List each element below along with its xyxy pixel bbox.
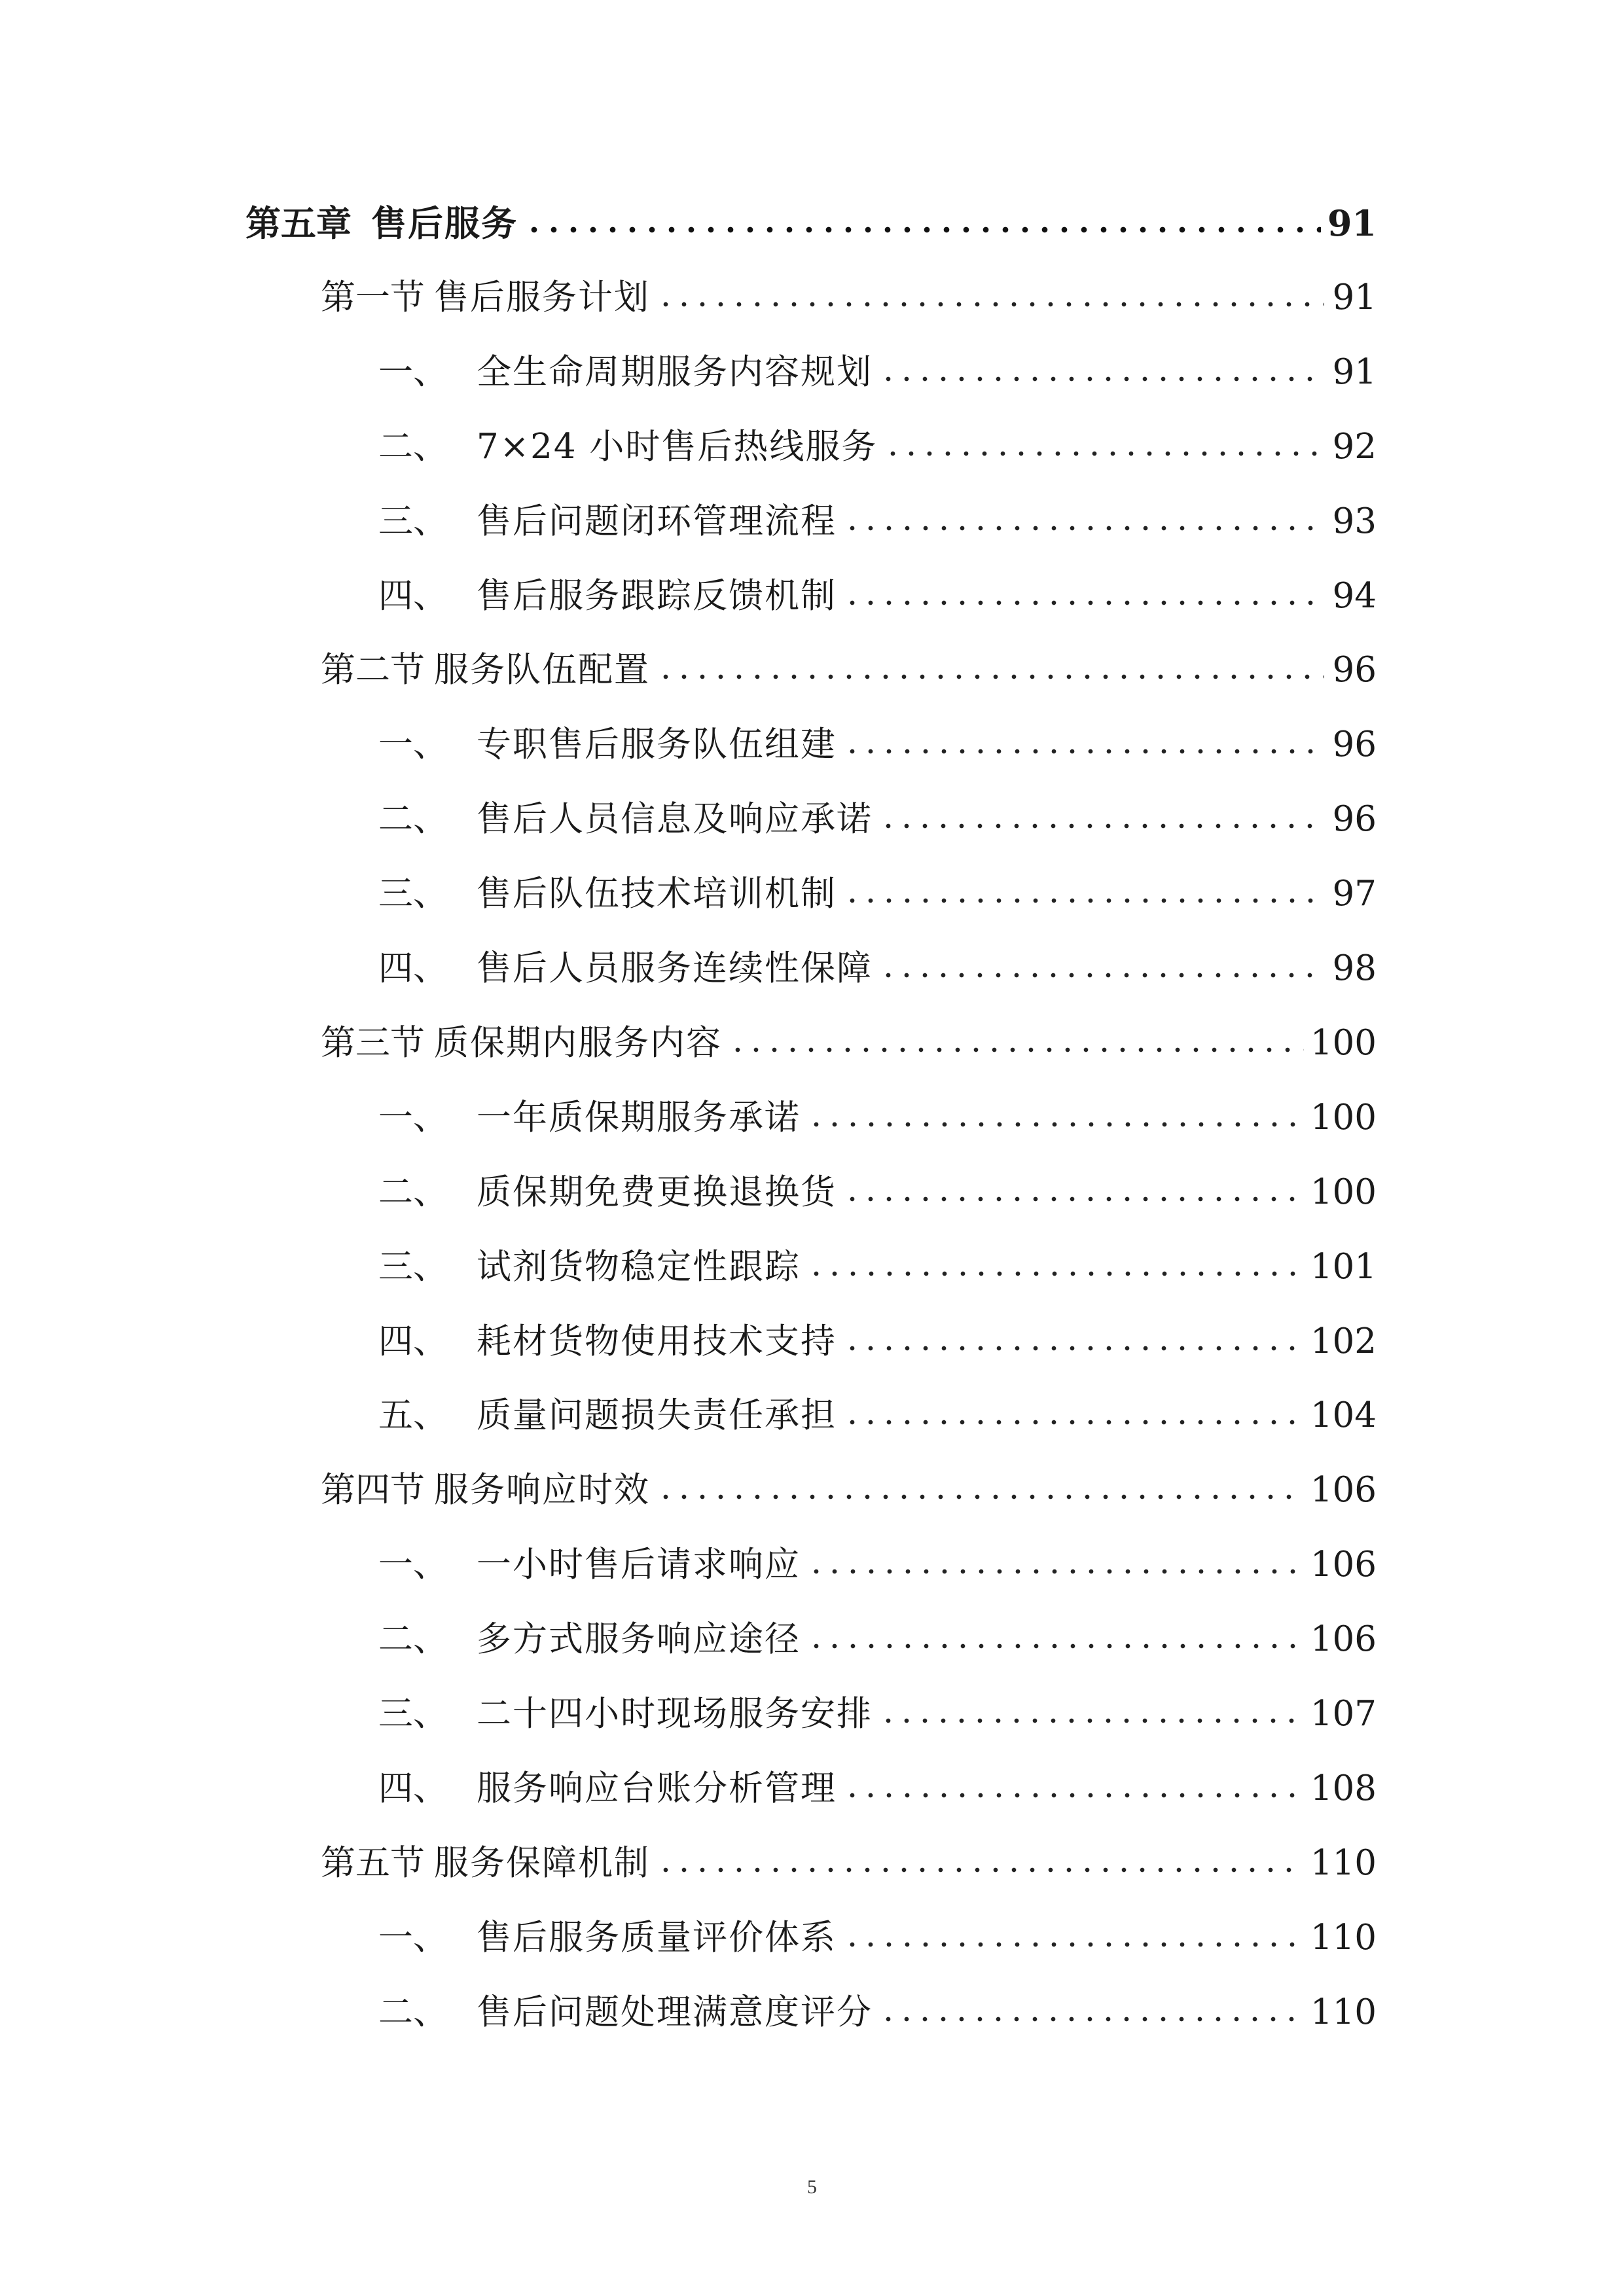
toc-entry-section[interactable]	[321, 266, 1377, 319]
dot-leader	[879, 1714, 1304, 1727]
toc-entry-title: 质保期免费更换退换货	[477, 1172, 837, 1212]
toc-entry-number: 二、	[378, 1992, 448, 2032]
dot-leader	[524, 223, 1321, 236]
toc-entry-item[interactable]	[378, 565, 1377, 617]
toc-entry-page: 100	[1310, 1022, 1377, 1063]
toc-entry-item[interactable]	[378, 416, 1377, 468]
toc-entry-section[interactable]	[321, 1459, 1377, 1511]
toc-entry-number: 三、	[378, 874, 448, 914]
toc-entry-item[interactable]	[378, 490, 1377, 543]
dot-leader	[843, 1416, 1304, 1429]
toc-entry-title: 售后服务	[371, 202, 518, 244]
toc-entry-title: 7×24 小时售后热线服务	[477, 426, 878, 467]
toc-entry-page: 101	[1310, 1246, 1377, 1287]
toc-entry-item[interactable]	[378, 341, 1377, 393]
dot-leader	[657, 1863, 1304, 1876]
toc-entry-item[interactable]	[378, 1981, 1377, 2034]
toc-entry-title: 售后人员信息及响应承诺	[477, 799, 873, 840]
toc-entry-page: 110	[1310, 1917, 1377, 1958]
dot-leader	[843, 1342, 1304, 1355]
toc-entry-section[interactable]	[321, 1832, 1377, 1884]
toc-entry-title: 质量问题损失责任承担	[477, 1395, 837, 1436]
toc-entry-number: 四、	[378, 1321, 448, 1361]
toc-entry-title: 售后队伍技术培训机制	[477, 874, 837, 914]
toc-entry-section[interactable]	[321, 639, 1377, 691]
dot-leader	[843, 596, 1324, 609]
toc-entry-title: 售后服务质量评价体系	[477, 1917, 837, 1958]
toc-entry-page: 91	[1327, 202, 1377, 244]
toc-entry-number: 三、	[378, 501, 448, 541]
toc-entry-number: 四、	[378, 575, 448, 616]
toc-entry-page: 91	[1332, 277, 1377, 317]
toc-entry-number: 一、	[378, 351, 448, 392]
toc-entry-number: 一、	[378, 1097, 448, 1138]
toc-entry-item[interactable]	[378, 937, 1377, 990]
dot-leader	[807, 1267, 1304, 1280]
toc-entry-page: 106	[1310, 1470, 1377, 1511]
toc-entry-number: 四、	[378, 948, 448, 988]
toc-entry-page: 108	[1310, 1768, 1377, 1808]
toc-entry-page: 102	[1310, 1321, 1377, 1361]
toc-entry-item[interactable]	[378, 1310, 1377, 1363]
toc-entry-number: 一、	[378, 725, 448, 765]
toc-entry-title: 多方式服务响应途径	[477, 1619, 801, 1660]
toc-entry-page: 110	[1310, 1842, 1377, 1883]
toc-entry-number: 第五章	[245, 202, 352, 244]
toc-entry-page: 93	[1332, 501, 1377, 541]
toc-entry-page: 92	[1332, 426, 1377, 467]
dot-leader	[884, 447, 1324, 460]
page-number: 5	[807, 2176, 817, 2198]
toc-entry-number: 二、	[378, 426, 448, 467]
toc-entry-number: 第三节	[321, 1022, 425, 1063]
toc-entry-page: 96	[1332, 725, 1377, 765]
toc-entry-number: 二、	[378, 1619, 448, 1660]
toc-entry-item[interactable]	[378, 788, 1377, 840]
toc-entry-item[interactable]	[378, 1757, 1377, 1810]
toc-entry-number: 三、	[378, 1694, 448, 1734]
dot-leader	[843, 1789, 1304, 1802]
toc-entry-number: 三、	[378, 1246, 448, 1287]
toc-entry-page: 98	[1332, 948, 1377, 988]
toc-entry-number: 四、	[378, 1768, 448, 1808]
toc-entry-number: 一、	[378, 1917, 448, 1958]
toc-entry-title: 服务响应台账分析管理	[477, 1768, 837, 1808]
toc-entry-title: 一年质保期服务承诺	[477, 1097, 801, 1138]
toc-entry-title: 服务队伍配置	[434, 650, 650, 691]
toc-entry-number: 第五节	[321, 1842, 425, 1883]
toc-entry-item[interactable]	[378, 863, 1377, 915]
toc-entry-number: 第一节	[321, 277, 425, 317]
toc-entry-page: 94	[1332, 575, 1377, 616]
dot-leader	[879, 819, 1324, 833]
toc-entry-title: 试剂货物稳定性跟踪	[477, 1246, 801, 1287]
dot-leader	[879, 2013, 1304, 2026]
toc-entry-number: 二、	[378, 1172, 448, 1212]
toc-entry-item[interactable]	[378, 1608, 1377, 1660]
toc-entry-number: 第二节	[321, 650, 425, 691]
toc-entry-item[interactable]	[378, 713, 1377, 766]
toc-entry-page: 91	[1332, 351, 1377, 392]
toc-entry-number: 五、	[378, 1395, 448, 1436]
toc-entry-item[interactable]	[378, 1161, 1377, 1213]
dot-leader	[843, 1193, 1304, 1206]
toc-entry-title: 专职售后服务队伍组建	[477, 725, 837, 765]
toc-entry-item[interactable]	[378, 1086, 1377, 1139]
toc-entry-page: 97	[1332, 874, 1377, 914]
dot-leader	[807, 1118, 1304, 1131]
toc-entry-title: 耗材货物使用技术支持	[477, 1321, 837, 1361]
dot-leader	[843, 745, 1324, 758]
toc-entry-item[interactable]	[378, 1683, 1377, 1735]
dot-leader	[657, 298, 1324, 311]
dot-leader	[843, 894, 1324, 907]
dot-leader	[657, 1490, 1304, 1503]
toc-entry-page: 107	[1310, 1694, 1377, 1734]
toc-entry-number: 一、	[378, 1545, 448, 1585]
toc-entry-page: 96	[1332, 799, 1377, 840]
toc-entry-page: 100	[1310, 1097, 1377, 1138]
dot-leader	[657, 670, 1324, 683]
toc-entry-item[interactable]	[378, 1907, 1377, 1959]
toc-entry-title: 服务保障机制	[434, 1842, 650, 1883]
toc-entry-page: 106	[1310, 1619, 1377, 1660]
toc-entry-item[interactable]	[378, 1384, 1377, 1437]
toc-entry-chapter[interactable]	[245, 192, 1377, 244]
toc-entry-title: 售后问题闭环管理流程	[477, 501, 837, 541]
toc-entry-item[interactable]	[378, 1236, 1377, 1288]
dot-leader	[729, 1043, 1304, 1056]
toc-entry-page: 110	[1310, 1992, 1377, 2032]
toc-entry-section[interactable]	[321, 1012, 1377, 1064]
dot-leader	[879, 969, 1324, 982]
toc-entry-page: 100	[1310, 1172, 1377, 1212]
dot-leader	[843, 522, 1324, 535]
toc-entry-title: 质保期内服务内容	[434, 1022, 722, 1063]
toc-entry-title: 服务响应时效	[434, 1470, 650, 1511]
toc-entry-title: 全生命周期服务内容规划	[477, 351, 873, 392]
dot-leader	[879, 372, 1324, 386]
toc-entry-title: 一小时售后请求响应	[477, 1545, 801, 1585]
dot-leader	[807, 1565, 1304, 1578]
toc-entry-page: 104	[1310, 1395, 1377, 1436]
toc-entry-item[interactable]	[378, 1534, 1377, 1586]
toc-entry-page: 96	[1332, 650, 1377, 691]
toc-entry-title: 售后问题处理满意度评分	[477, 1992, 873, 2032]
toc-entry-title: 售后服务跟踪反馈机制	[477, 575, 837, 616]
toc-entry-title: 售后人员服务连续性保障	[477, 948, 873, 988]
toc-entry-number: 二、	[378, 799, 448, 840]
toc-entry-number: 第四节	[321, 1470, 425, 1511]
dot-leader	[843, 1938, 1304, 1951]
toc-entry-page: 106	[1310, 1545, 1377, 1585]
toc-entry-title: 售后服务计划	[434, 277, 650, 317]
dot-leader	[807, 1640, 1304, 1653]
toc-entry-title: 二十四小时现场服务安排	[477, 1694, 873, 1734]
